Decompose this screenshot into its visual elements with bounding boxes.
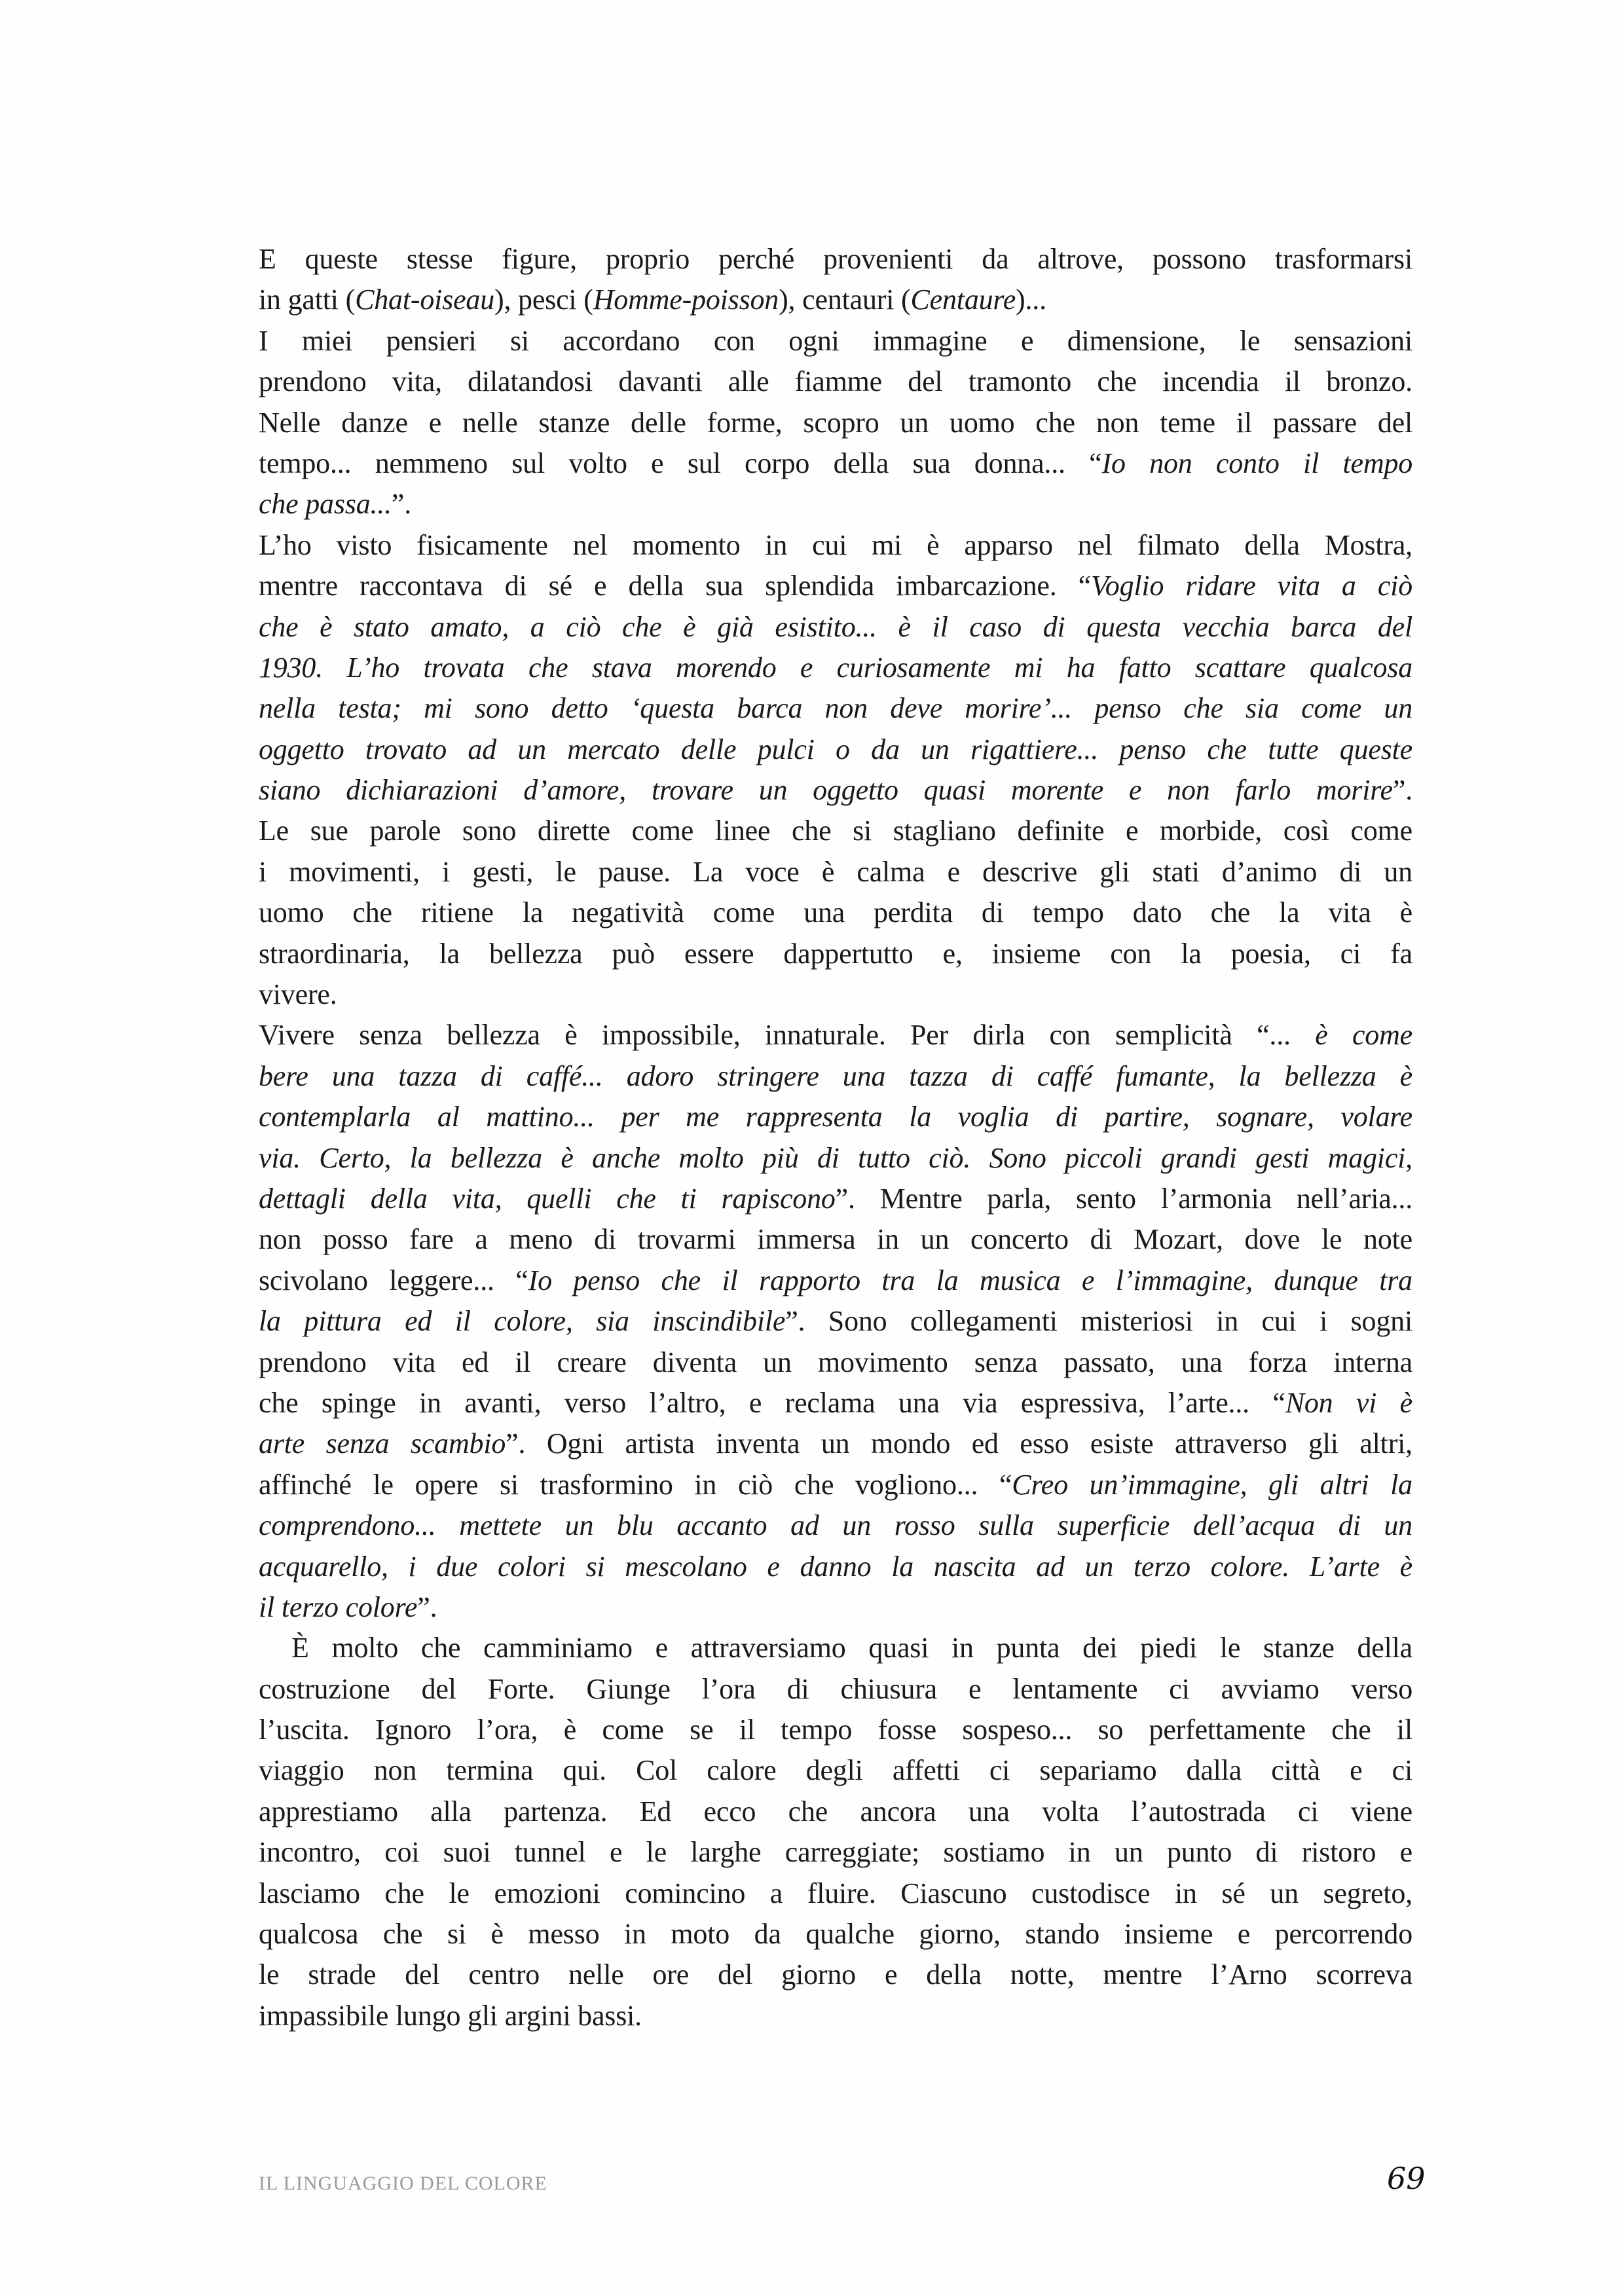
quoted-italic-text: la pittura ed il colore, sia inscindibile	[259, 1305, 786, 1338]
body-text-segment: Vivere senza bellezza è impossibile, innaturale. Per dirla con semplicità “...	[259, 1019, 1316, 1052]
quoted-italic-text: Creo un’immagine, gli altri la	[1012, 1468, 1412, 1501]
text-line	[259, 1996, 1412, 2036]
text-line	[259, 688, 1412, 729]
text-line	[259, 1179, 1412, 1219]
text-line	[259, 1301, 1412, 1342]
text-line	[259, 280, 1412, 320]
quoted-italic-text: Io non conto il tempo	[1101, 447, 1412, 479]
text-line	[259, 484, 1412, 524]
text-line	[259, 1955, 1412, 1995]
body-text-segment: I miei pensieri si accordano con ogni immagine e dimensione, le sensazioni	[259, 324, 1412, 357]
text-line	[259, 1505, 1412, 1546]
text-line	[259, 566, 1412, 606]
text-line	[259, 852, 1412, 892]
quoted-italic-text: Voglio ridare vita a ciò	[1091, 570, 1412, 602]
quoted-italic-text: siano dichiarazioni d’amore, trovare un oggetto quasi morente e non farlo morire	[259, 774, 1393, 807]
text-line	[259, 1423, 1412, 1464]
body-text-segment: ”.	[417, 1590, 437, 1623]
body-text-segment: ), centauri (	[779, 284, 911, 316]
body-text-segment: Le sue parole sono dirette come linee che si stagliano definite e morbide, così come	[259, 815, 1412, 847]
quoted-italic-text: acquarello, i due colori si mescolano e danno la nascita ad un terzo colore. L’arte è	[259, 1550, 1412, 1583]
body-text-segment: scivolano leggere... “	[259, 1264, 528, 1296]
body-text-segment: È molto che camminiamo e attraversiamo quasi in punta dei piedi le stanze della	[291, 1632, 1412, 1664]
body-text-segment: ”.	[391, 488, 412, 521]
body-text-segment: in gatti (	[259, 284, 356, 316]
quoted-italic-text: Homme-poisson	[593, 284, 779, 316]
body-text-segment: qualcosa che si è messo in moto da qualche giorno, stando insieme e percorrendo	[259, 1918, 1412, 1951]
text-line	[259, 1873, 1412, 1914]
text-line	[259, 1547, 1412, 1587]
body-text-segment: uomo che ritiene la negatività come una perdita di tempo dato che la vita è	[259, 896, 1412, 929]
body-text-segment: viaggio non termina qui. Col calore degli affetti ci separiamo dalla città e ci	[259, 1754, 1412, 1787]
body-text	[259, 239, 1412, 2036]
quoted-italic-text: dettagli della vita, quelli che ti rapiscono	[259, 1182, 836, 1215]
quoted-italic-text: Io penso che il rapporto tra la musica e l’immagine, dunque tra	[528, 1264, 1412, 1296]
body-text-segment: costruzione del Forte. Giunge l’ora di chiusura e lentamente ci avviamo verso	[259, 1672, 1412, 1705]
text-line	[259, 1097, 1412, 1137]
text-line	[259, 1383, 1412, 1423]
quoted-italic-text: che è stato amato, a ciò che è già esistito... è il caso di questa vecchia barca del	[259, 610, 1412, 643]
body-text-segment: L’ho visto fisicamente nel momento in cui mi è apparso nel filmato della Mostra,	[259, 528, 1412, 561]
quoted-italic-text: via. Certo, la bellezza è anche molto più di tutto ciò. Sono piccoli grandi gesti magici,	[259, 1141, 1412, 1174]
text-line	[259, 1587, 1412, 1628]
quoted-italic-text: arte senza scambio	[259, 1427, 506, 1460]
text-line	[259, 1832, 1412, 1873]
text-line	[259, 648, 1412, 688]
text-line	[259, 934, 1412, 974]
text-line	[259, 1628, 1412, 1668]
quoted-italic-text: Chat-oiseau	[355, 284, 494, 316]
body-text-segment: incontro, coi suoi tunnel e le larghe carreggiate; sostiamo in un punto di ristoro e	[259, 1836, 1412, 1869]
quoted-italic-text: comprendono... mettete un blu accanto ad un rosso sulla superficie dell’acqua di un	[259, 1509, 1412, 1542]
quoted-italic-text: bere una tazza di caffé... adoro stringere una tazza di caffé fumante, la bellezza è	[259, 1059, 1412, 1092]
text-line	[259, 1710, 1412, 1750]
text-line	[259, 770, 1412, 811]
quoted-italic-text: oggetto trovato ad un mercato delle pulci o da un rigattiere... penso che tutte queste	[259, 733, 1412, 765]
text-line	[259, 239, 1412, 280]
text-line	[259, 361, 1412, 402]
text-line	[259, 1138, 1412, 1179]
text-line	[259, 1260, 1412, 1301]
text-line	[259, 403, 1412, 443]
text-line	[259, 525, 1412, 566]
body-text-segment: non posso fare a meno di trovarmi immersa in un concerto di Mozart, dove le note	[259, 1223, 1412, 1256]
quoted-italic-text: Non vi è	[1285, 1386, 1413, 1419]
text-line	[259, 1750, 1412, 1791]
text-line	[259, 607, 1412, 648]
body-text-segment: mentre raccontava di sé e della sua splendida imbarcazione. “	[259, 570, 1091, 602]
body-text-segment: ”. Ogni artista inventa un mondo ed esso esiste attraverso gli altri,	[506, 1427, 1412, 1460]
quoted-italic-text: che passa...	[259, 488, 392, 521]
body-text-segment: ”. Sono collegamenti misteriosi in cui i sogni	[785, 1305, 1412, 1338]
running-title: IL LINGUAGGIO DEL COLORE	[259, 2173, 547, 2194]
text-line	[259, 1914, 1412, 1955]
body-text-segment: ”.	[1392, 774, 1412, 807]
body-text-segment: )...	[1016, 284, 1046, 316]
text-line	[259, 1219, 1412, 1260]
body-text-segment: affinché le opere si trasformino in ciò che vogliono... “	[259, 1468, 1012, 1501]
text-line	[259, 729, 1412, 770]
text-line	[259, 1056, 1412, 1097]
body-text-segment: straordinaria, la bellezza può essere dappertutto e, insieme con la poesia, ci fa	[259, 937, 1412, 970]
quoted-italic-text: Centaure	[910, 284, 1016, 316]
body-text-segment: i movimenti, i gesti, le pause. La voce è calma e descrive gli stati d’animo di un	[259, 855, 1412, 888]
body-text-segment: ), pesci (	[494, 284, 593, 316]
body-text-segment: ”. Mentre parla, sento l’armonia nell’aria...	[835, 1182, 1412, 1215]
body-text-segment: apprestiamo alla partenza. Ed ecco che ancora una volta l’autostrada ci viene	[259, 1795, 1412, 1827]
body-text-segment: Nelle danze e nelle stanze delle forme, scopro un uomo che non teme il passare del	[259, 406, 1412, 439]
quoted-italic-text: contemplarla al mattino... per me rappresenta la voglia di partire, sognare, volare	[259, 1101, 1412, 1133]
text-line	[259, 892, 1412, 933]
body-text-segment: che spinge in avanti, verso l’altro, e reclama una via espressiva, l’arte... “	[259, 1386, 1285, 1419]
text-line	[259, 321, 1412, 361]
page-number: 69	[1387, 2161, 1426, 2196]
text-line	[259, 1342, 1412, 1383]
body-text-segment: lasciamo che le emozioni comincino a fluire. Ciascuno custodisce in sé un segreto,	[259, 1877, 1412, 1909]
text-line	[259, 443, 1412, 484]
body-text-segment: tempo... nemmeno sul volto e sul corpo della sua donna... “	[259, 447, 1102, 479]
quoted-italic-text: il terzo colore	[259, 1590, 418, 1623]
quoted-italic-text: nella testa; mi sono detto ‘questa barca non deve morire’... penso che sia come un	[259, 692, 1412, 725]
body-text-segment: prendono vita ed il creare diventa un movimento senza passato, una forza interna	[259, 1346, 1412, 1378]
text-line	[259, 1015, 1412, 1056]
body-text-segment: impassibile lungo gli argini bassi.	[259, 1999, 642, 2032]
text-line	[259, 811, 1412, 851]
quoted-italic-text: 1930. L’ho trovata che stava morendo e curiosamente mi ha fatto scattare qualcosa	[259, 651, 1412, 684]
body-text-segment: E queste stesse figure, proprio perché provenienti da altrove, possono trasformarsi	[259, 243, 1412, 275]
body-text-segment: l’uscita. Ignoro l’ora, è come se il tempo fosse sospeso... so perfettamente che il	[259, 1714, 1412, 1746]
text-line	[259, 974, 1412, 1015]
text-line	[259, 1669, 1412, 1710]
body-text-segment: vivere.	[259, 978, 337, 1011]
quoted-italic-text: è come	[1315, 1019, 1413, 1052]
text-line	[259, 1791, 1412, 1832]
body-text-segment: le strade del centro nelle ore del giorno e della notte, mentre l’Arno scorreva	[259, 1958, 1412, 1991]
text-line	[259, 1465, 1412, 1505]
body-text-segment: prendono vita, dilatandosi davanti alle fiamme del tramonto che incendia il bronzo.	[259, 365, 1412, 398]
